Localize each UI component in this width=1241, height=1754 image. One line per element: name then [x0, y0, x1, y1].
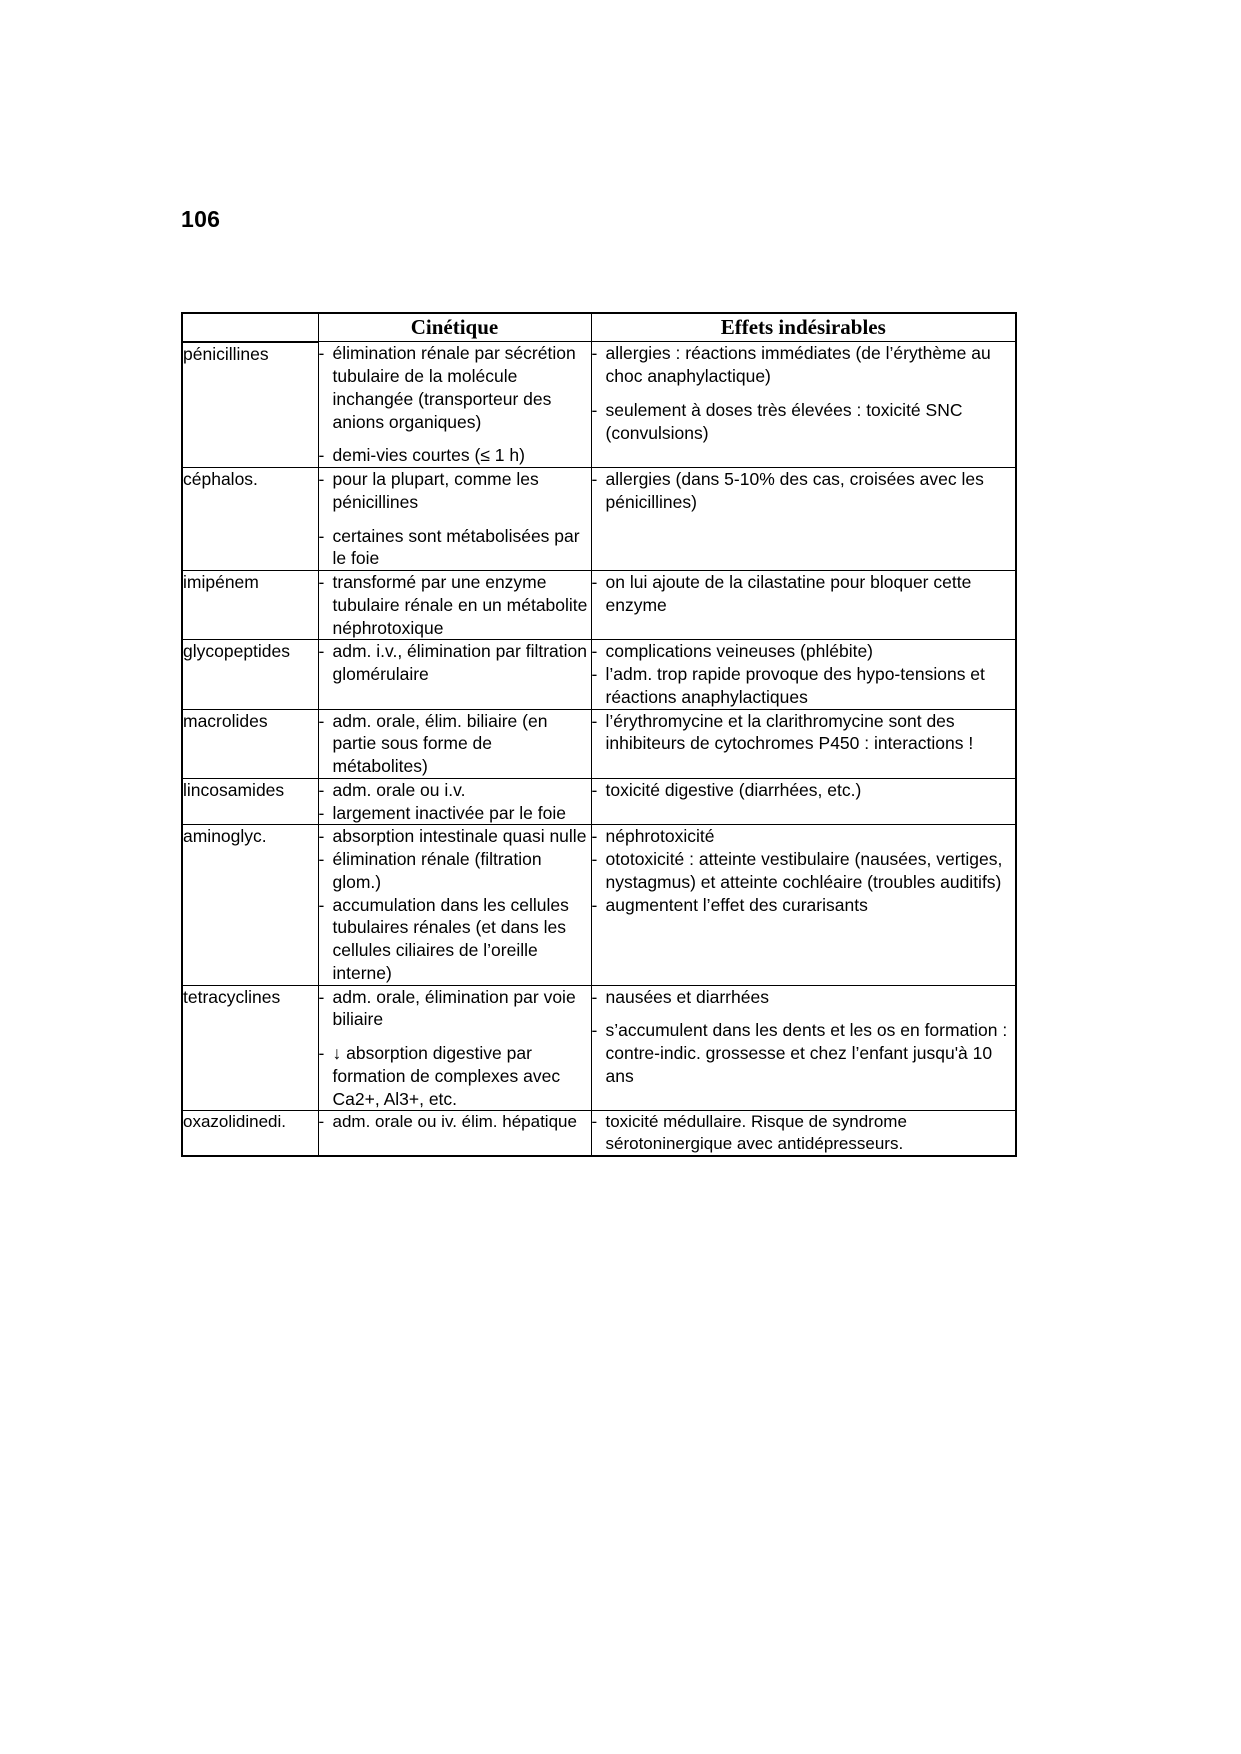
- kinetics-cell-cephalos: [318, 468, 591, 571]
- list-item: - seulement à doses très élevées : toxicité SNC (convulsions): [592, 399, 1016, 445]
- adverse-list: [592, 986, 1016, 1088]
- list-item: - toxicité médullaire. Risque de syndrome sérotoninergique avec antidépresseurs.: [592, 1111, 1016, 1155]
- row-label-tetracyclines: tetracyclines: [182, 985, 318, 1111]
- list-item: - demi-vies courtes (≤ 1 h): [319, 444, 591, 467]
- adverse-cell-lincosamides: [591, 778, 1016, 825]
- list-item: - adm. orale, élim. biliaire (en partie sous forme de métabolites): [319, 710, 591, 778]
- kinetics-list: [319, 640, 591, 686]
- adverse-list: [592, 1111, 1016, 1155]
- list-item: - allergies : réactions immédiates (de l’érythème au choc anaphylactique): [592, 342, 1016, 388]
- kinetics-cell-tetracyclines: [318, 985, 591, 1111]
- table-header-row: [182, 313, 1016, 342]
- list-item: - largement inactivée par le foie: [319, 802, 591, 825]
- column-header-blank: [182, 313, 318, 342]
- list-item: - ototoxicité : atteinte vestibulaire (nausées, vertiges, nystagmus) et atteinte cochléaire (troubles auditifs): [592, 848, 1016, 894]
- page-number: 106: [181, 206, 221, 232]
- list-item: - transformé par une enzyme tubulaire rénale en un métabolite néphrotoxique: [319, 571, 591, 639]
- list-item: - absorption intestinale quasi nulle: [319, 825, 591, 848]
- kinetics-list: [319, 986, 591, 1111]
- kinetics-cell-glycopeptides: [318, 640, 591, 709]
- kinetics-cell-macrolides: [318, 709, 591, 778]
- list-item: - adm. orale ou i.v.: [319, 779, 591, 802]
- list-item: - adm. i.v., élimination par filtration glomérulaire: [319, 640, 591, 686]
- adverse-cell-penicillines: [591, 342, 1016, 468]
- list-item: - nausées et diarrhées: [592, 986, 1016, 1009]
- row-label-glycopeptides: glycopeptides: [182, 640, 318, 709]
- list-item: - accumulation dans les cellules tubulaires rénales (et dans les cellules ciliaires de l’oreille interne): [319, 894, 591, 985]
- adverse-cell-aminoglyc: [591, 825, 1016, 985]
- kinetics-list: [319, 779, 591, 825]
- row-label-penicillines: pénicillines: [182, 342, 318, 468]
- kinetics-list: [319, 825, 591, 984]
- row-label-lincosamides: lincosamides: [182, 778, 318, 825]
- table-row: [182, 640, 1016, 709]
- kinetics-list: [319, 1111, 591, 1133]
- table-head: [182, 313, 1016, 342]
- list-item: - adm. orale, élimination par voie biliaire: [319, 986, 591, 1032]
- list-item: - toxicité digestive (diarrhées, etc.): [592, 779, 1016, 802]
- adverse-cell-imipenem: [591, 571, 1016, 640]
- list-item-tetra-complexation: - ↓ absorption digestive par formation de complexes avec Ca2+, Al3+, etc.: [319, 1042, 591, 1110]
- list-item: - certaines sont métabolisées par le foie: [319, 525, 591, 571]
- table-row: [182, 1111, 1016, 1157]
- kinetics-cell-lincosamides: [318, 778, 591, 825]
- table-body: [182, 342, 1016, 1157]
- adverse-list: [592, 468, 1016, 514]
- list-item: - allergies (dans 5-10% des cas, croisées avec les pénicillines): [592, 468, 1016, 514]
- kinetics-cell-aminoglyc: [318, 825, 591, 985]
- adverse-list: [592, 710, 1016, 756]
- kinetics-list: [319, 468, 591, 570]
- adverse-list: [592, 342, 1016, 444]
- kinetics-list: [319, 710, 591, 778]
- adverse-cell-cephalos: [591, 468, 1016, 571]
- row-label-cephalos: céphalos.: [182, 468, 318, 571]
- row-label-aminoglyc: aminoglyc.: [182, 825, 318, 985]
- table-row: [182, 709, 1016, 778]
- list-item: - adm. orale ou iv. élim. hépatique: [319, 1111, 591, 1133]
- list-item: - l’érythromycine et la clarithromycine sont des inhibiteurs de cytochromes P450 : interactions !: [592, 710, 1016, 756]
- kinetics-cell-imipenem: [318, 571, 591, 640]
- row-label-oxazolidinedi: oxazolidinedi.: [182, 1111, 318, 1157]
- adverse-list: [592, 571, 1016, 617]
- list-item: - pour la plupart, comme les pénicillines: [319, 468, 591, 514]
- kinetics-list: [319, 342, 591, 467]
- row-label-macrolides: macrolides: [182, 709, 318, 778]
- list-item: - néphrotoxicité: [592, 825, 1016, 848]
- table-row: [182, 342, 1016, 468]
- list-item: - élimination rénale par sécrétion tubulaire de la molécule inchangée (transporteur des anions organiques): [319, 342, 591, 433]
- kinetics-list: [319, 571, 591, 639]
- adverse-cell-oxazolidinedi: [591, 1111, 1016, 1157]
- list-item: - élimination rénale (filtration glom.): [319, 848, 591, 894]
- adverse-list: [592, 640, 1016, 708]
- adverse-list: [592, 825, 1016, 916]
- table-row: [182, 468, 1016, 571]
- list-item: - l’adm. trop rapide provoque des hypo-tensions et réactions anaphylactiques: [592, 663, 1016, 709]
- adverse-cell-glycopeptides: [591, 640, 1016, 709]
- row-label-imipenem: imipénem: [182, 571, 318, 640]
- adverse-list: [592, 779, 1016, 802]
- column-header-effets-indesirables: Effets indésirables: [591, 313, 1016, 342]
- table-row: [182, 778, 1016, 825]
- kinetics-cell-oxazolidinedi: [318, 1111, 591, 1157]
- list-item: - complications veineuses (phlébite): [592, 640, 1016, 663]
- antibiotics-kinetics-table: [181, 312, 1017, 1157]
- list-item: - augmentent l’effet des curarisants: [592, 894, 1016, 917]
- adverse-cell-tetracyclines: [591, 985, 1016, 1111]
- list-item: - s’accumulent dans les dents et les os en formation : contre-indic. grossesse et chez l’enfant jusqu'à 10 ans: [592, 1019, 1016, 1087]
- adverse-cell-macrolides: [591, 709, 1016, 778]
- table-row: [182, 571, 1016, 640]
- kinetics-cell-penicillines: [318, 342, 591, 468]
- table-row: [182, 825, 1016, 985]
- list-item: - on lui ajoute de la cilastatine pour bloquer cette enzyme: [592, 571, 1016, 617]
- column-header-cinetique: Cinétique: [318, 313, 591, 342]
- table-row: [182, 985, 1016, 1111]
